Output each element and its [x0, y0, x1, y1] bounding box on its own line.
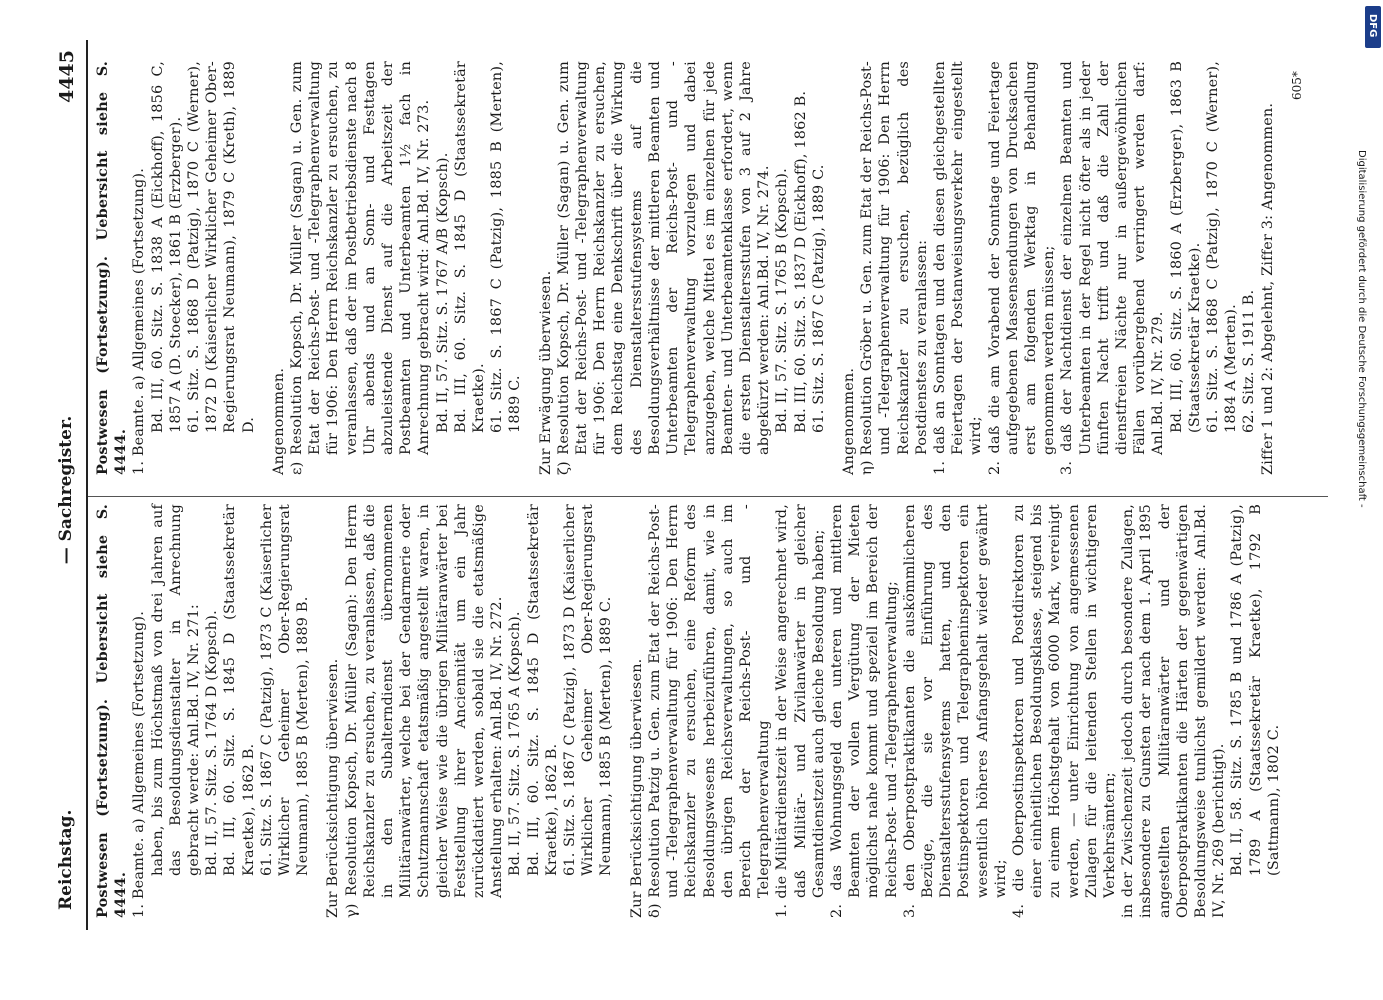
left-column-paragraph: 1. Beamte. a) Allgemeines (Fortsetzung).	[131, 610, 148, 918]
right-column-paragraph: Zur Erwägung überwiesen.	[537, 270, 554, 475]
left-column-paragraph: 4. die Oberpostinspektoren und Postdirektoren zu einer einheitlichen Besoldungsklasse, steigend bis zu einem Höchstgehalt von 6000 Mark, vereinigt werden, — unter Einrichtung von angemessenen Zulagen für die leitenden Stellen in wichtigeren Verkehrsämtern;	[1010, 504, 1118, 918]
left-column-paragraph: Bd. II, 57. Sitz. S. 1765 A (Kopsch).	[507, 611, 524, 876]
column-rule	[88, 496, 1328, 497]
right-column-paragraph: 61. Sitz. S. 1867 C (Patzig), 1885 B (Merten), 1889 C.	[489, 61, 524, 433]
right-column-paragraph: 61. Sitz. S. 1868 D (Patzig), 1870 C (Werner), 1872 D (Kaiserlicher Wirklicher Geheimer Ober-Regierungsrat Neumann), 1879 C (Kreth), 1889 D.	[186, 61, 257, 433]
left-column-paragraph: Bd. III, 60. Sitz. S. 1845 D (Staatssekretär Kraetke), 1862 B.	[525, 504, 560, 876]
right-column-paragraph: 3. daß der Nachtdienst der einzelnen Beamten und Unterbeamten in der Regel nicht öfter als in jeder fünften Nacht trifft und daß die Zahl der dienstfreien Nächte nur in außergewöhnlichen Fällen vorübergehend verringert werden darf: Anl.Bd. IV, Nr. 279.	[1059, 61, 1167, 475]
right-column	[94, 61, 1277, 475]
header-left: Reichstag.	[56, 809, 76, 910]
right-column-paragraph: Bd. II, 57. Sitz. S. 1767 A/B (Kopsch).	[434, 152, 451, 433]
header-rule	[86, 40, 88, 930]
right-column-paragraph: ζ) Resolution Kopsch, Dr. Müller (Sagan) u. Gen. zum Etat der Reichs-Post- und -Telegraphenverwaltung für 1906: Den Herrn Reichskanzler zu ersuchen, dem Reichstag eine Denkschrift über die Wirkung des Dienstaltersstufensystems auf die Besoldungsverhältnisse der mittleren Beamten und Unterbeamten der Reichs-Post- und -Telegraphenverwaltung vorzulegen und dabei anzugeben, welche Mittel es im einzelnen für jede Beamten- und Unterbeamtenklasse erfordert, wenn die ersten Dienstaltersstufen von 3 auf 2 Jahre abgekürzt werden: Anl.Bd. IV, Nr. 274.	[555, 61, 773, 475]
right-column-paragraph: 61. Sitz. S. 1867 C (Patzig), 1889 C.	[810, 164, 827, 433]
left-column-paragraph: haben, bis zum Höchstmaß von drei Jahren auf das Besoldungsdienstalter in Anrechnung gebracht werde: Anl.Bd. IV, Nr. 271:	[149, 504, 203, 876]
right-column-paragraph: Bd. III, 60. Sitz. S. 1860 A (Erzberger), 1863 B (Staatssekretär Kraetke).	[1168, 61, 1203, 433]
right-column-paragraph: η) Resolution Gröber u. Gen. zum Etat der Reichs-Post- und -Telegraphenverwaltung für 1906: Den Herrn Reichskanzler zu ersuchen, bezüglich des Postdienstes zu veranlassen:	[859, 61, 930, 475]
left-column-paragraph: Postwesen (Fortsetzung). Uebersicht siehe S. 4444.	[94, 504, 130, 918]
right-column-paragraph: Bd. III, 60. Sitz. S. 1845 D (Staatssekretär Kraetke).	[452, 61, 488, 433]
left-column-paragraph: Bd. II, 57. Sitz. S. 1764 D (Kopsch).	[204, 610, 221, 876]
left-column-paragraph: γ) Resolution Kopsch, Dr. Müller (Sagan): Den Herrn Reichskanzler zu ersuchen, zu veranlassen, daß die in den Subalterndienst übernommenen Militäranwärter, welche bei der Gendarmerie oder Schutzmannschaft etatsmäßig angestellt waren, in gleicher Weise wie die übrigen Militäranwärter bei Feststellung ihrer Anciennität um ein Jahr zurückdatiert werden, sobald sie die etatsmäßige Anstellung erhalten: Anl.Bd. IV, Nr. 272.	[343, 504, 506, 918]
left-column-paragraph: in der Zwischenzeit jedoch durch besondere Zulagen, insbesondere zu Gunsten der nach dem 1. April 1895 angestellten Militäranwärter und der Oberpostpraktikanten die Härten der gegenwärtigen Besoldungsweise tunlichst gemildert werden: Anl.Bd. IV, Nr. 269 (berichtigt).	[1120, 504, 1228, 918]
right-column-paragraph: 62. Sitz. S. 1911 B.	[1241, 289, 1258, 433]
left-column	[94, 504, 1283, 918]
right-column-paragraph: 1. Beamte. a) Allgemeines (Fortsetzung).	[131, 167, 148, 475]
right-column-paragraph: ε) Resolution Kopsch, Dr. Müller (Sagan) u. Gen. zum Etat der Reichs-Post- und -Telegraphenverwaltung für 1906: Den Herrn Reichskanzler zu ersuchen, zu veranlassen, daß der im Postbetriebsdienste nach 8 Uhr abends und an Sonn- und Festtagen abzuleistende Dienst auf die Arbeitszeit der Postbeamten und Unterbeamten 1½ fach in Anrechnung gebracht wird: Anl.Bd. IV, Nr. 273.	[289, 61, 433, 475]
header-center: — Sachregister.	[56, 415, 76, 565]
right-column-paragraph: Postwesen (Fortsetzung). Uebersicht siehe S. 4444.	[94, 61, 130, 475]
left-column-paragraph: 1. die Militärdienstzeit in der Weise angerechnet wird, daß Militär- und Zivilanwärter in gleicher Gesamtdienstzeit auch gleiche Besoldung haben;	[774, 504, 827, 918]
left-column-paragraph: 3. den Oberpostpraktikanten die auskömmlicheren Bezüge, die sie vor Einführung des Dienstaltersstufensystems hatten, und den Postinspektoren und Telegrapheninspektoren ein wesentlich höheres Anfangsgehalt wieder gewährt wird;	[901, 504, 1009, 918]
right-column-paragraph: 61. Sitz. S. 1868 C (Patzig), 1870 C (Werner), 1884 A (Merten).	[1204, 61, 1240, 433]
page-number: 4445	[56, 50, 78, 103]
right-column-paragraph: Bd. III, 60. Sitz. S. 1837 D (Eickhoff), 1862 B.	[792, 90, 809, 433]
left-column-paragraph: Bd. III, 60. Sitz. S. 1845 D (Staatssekretär Kraetke), 1862 B.	[222, 504, 257, 876]
right-column-paragraph: 1. daß an Sonntagen und den diesen gleichgestellten Feiertagen der Postanweisungsverkehr eingestellt wird;	[931, 61, 985, 475]
right-column-paragraph: Bd. III, 60. Sitz. S. 1838 A (Eickhoff), 1856 C, 1857 A (D. Stoecker), 1861 B (Erzberger).	[149, 61, 184, 433]
left-column-paragraph: Zur Berücksichtigung überwiesen.	[325, 658, 342, 918]
right-column-paragraph: Angenommen.	[270, 367, 287, 475]
right-column-paragraph: Angenommen.	[840, 367, 857, 475]
left-column-paragraph: 2. das Wohnungsgeld den unteren und mittleren Beamten der vollen Vergütung der Mieten möglichst nahe kommt und speziell im Bereich der Reichs-Post- und -Telegraphenverwaltung;	[828, 504, 900, 918]
left-column-paragraph: 61. Sitz. S. 1867 C (Patzig), 1873 C (Kaiserlicher Wirklicher Geheimer Ober-Regierungsrat Neumann), 1885 B (Merten), 1889 B.	[258, 504, 312, 876]
left-column-paragraph: Bd. II, 58. Sitz. S. 1785 B und 1786 A (Patzig), 1789 A (Staatssekretär Kraetke), 1792 B (Sattmann), 1802 C.	[1229, 504, 1282, 876]
left-column-paragraph: Zur Berücksichtigung überwiesen.	[628, 658, 645, 918]
right-column-paragraph: Bd. II, 57. Sitz. S. 1765 B (Kopsch).	[774, 168, 791, 433]
signature-mark: 605*	[1290, 71, 1304, 100]
dfg-logo-text: DFG	[1367, 14, 1378, 38]
dfg-logo	[1365, 6, 1381, 48]
right-column-paragraph: 2. daß die am Vorabend der Sonntage und Feiertage aufgegebenen Massensendungen von Drucksachen erst am folgenden Werktag in Behandlung genommen werden müssen;	[986, 61, 1058, 475]
funding-note	[1355, 150, 1369, 990]
left-column-paragraph: δ) Resolution Patzig u. Gen. zum Etat der Reichs-Post- und -Telegraphenverwaltung für 1906: Den Herrn Reichskanzler zu ersuchen, eine Reform des Besoldungswesens herbeizuführen, damit, wie in den übrigen Reichsverwaltungen, so auch im Bereich der Reichs-Post- und -Telegraphenverwaltung	[646, 504, 773, 918]
page-header	[50, 40, 84, 940]
left-column-paragraph: 61. Sitz. S. 1867 C (Patzig), 1873 D (Kaiserlicher Wirklicher Geheimer Ober-Regierungsrat Neumann), 1885 B (Merten), 1889 C.	[562, 504, 615, 876]
funding-note-text: Digitalisierung gefördert durch die Deutsche Forschungsgemeinschaft -	[1356, 150, 1367, 508]
right-column-paragraph: Ziffer 1 und 2: Abgelehnt, Ziffer 3: Angenommen.	[1259, 102, 1276, 475]
